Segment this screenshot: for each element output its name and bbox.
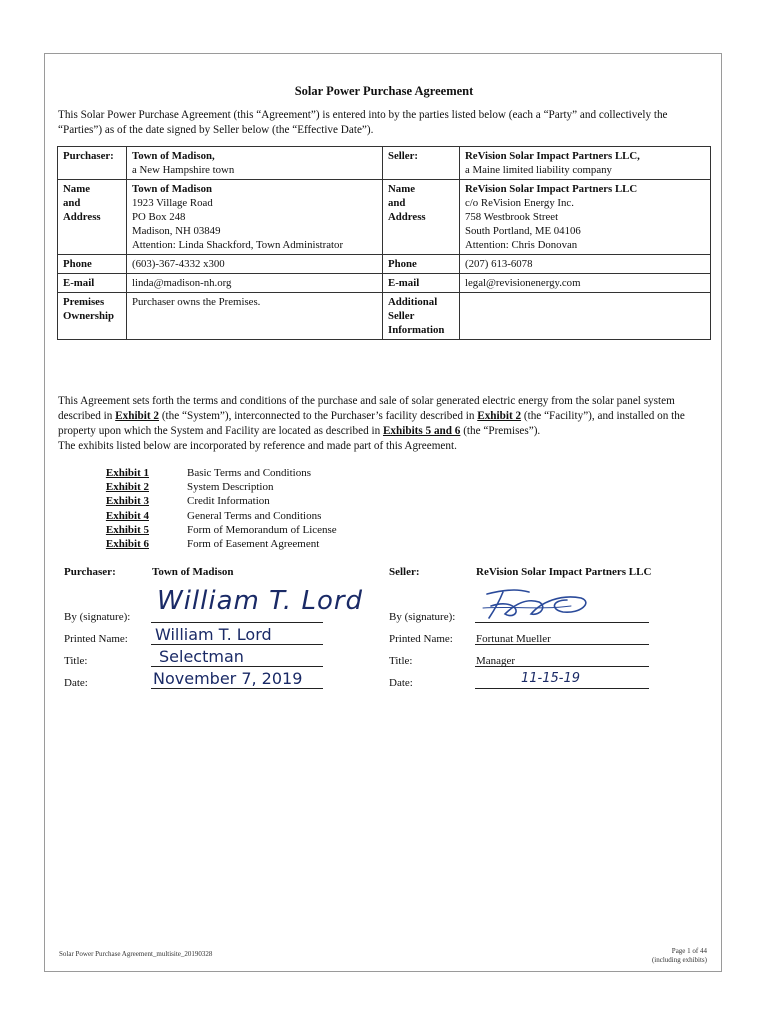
purchaser-address-line: 1923 Village Road <box>132 197 213 209</box>
by-signature-label: By (signature): <box>389 611 456 623</box>
exhibit-id[interactable]: Exhibit 3 <box>105 495 149 507</box>
exhibit-desc: Credit Information <box>187 495 270 507</box>
date-label: Date: <box>389 677 413 689</box>
exhibit-link[interactable]: Exhibit 2 <box>115 410 160 422</box>
name-address-label: and <box>388 197 406 209</box>
name-address-label: Address <box>63 211 101 223</box>
footer-filename: Solar Power Purchase Agreement_multisite_20190328 <box>59 950 213 958</box>
purchaser-address-line: Madison, NH 03849 <box>132 225 221 237</box>
address-row <box>58 180 711 255</box>
premises-row <box>58 293 711 340</box>
seller-desc: a Maine limited liability company <box>465 164 612 176</box>
phone-row <box>58 255 711 274</box>
exhibit-link[interactable]: Exhibits 5 and 6 <box>382 425 461 437</box>
parties-table <box>57 146 711 340</box>
footer-page-number: Page 1 of 44 <box>671 947 707 955</box>
exhibit-desc: General Terms and Conditions <box>187 510 322 522</box>
phone-label: Phone <box>383 255 460 274</box>
exhibit-desc: Basic Terms and Conditions <box>187 467 311 479</box>
printed-name-line <box>151 644 323 645</box>
seller-address-line: South Portland, ME 04106 <box>465 225 581 237</box>
exhibit-id[interactable]: Exhibit 6 <box>105 538 149 550</box>
seller-email: legal@revisionenergy.com <box>460 274 711 293</box>
name-address-label: and <box>63 197 81 209</box>
additional-label: Seller <box>388 310 415 322</box>
purchaser-email: linda@madison-nh.org <box>127 274 383 293</box>
intro-paragraph: This Solar Power Purchase Agreement (this “Agreement”) is entered into by the parties listed below (each a “Party” and collectively the “Parties”) as of the date signed by Seller below (the “Effective Date”). <box>58 109 668 136</box>
sig-purchaser-name: Town of Madison <box>152 566 234 578</box>
title-label: Title: <box>389 655 413 667</box>
purchaser-label: Purchaser: <box>58 147 127 180</box>
name-address-label: Address <box>388 211 426 223</box>
exhibit-link[interactable]: Exhibit 2 <box>477 410 522 422</box>
additional-label: Additional <box>388 296 438 308</box>
exhibit-id[interactable]: Exhibit 4 <box>105 510 149 522</box>
seller-phone: (207) 613-6078 <box>460 255 711 274</box>
sig-seller-label: Seller: <box>389 566 420 578</box>
title-label: Title: <box>64 655 88 667</box>
printed-name-label: Printed Name: <box>389 633 453 645</box>
seller-address-line: Attention: Chris Donovan <box>465 239 578 251</box>
title-line <box>151 666 323 667</box>
purchaser-desc: a New Hampshire town <box>132 164 235 176</box>
purchaser-printed-name: William T. Lord <box>155 625 272 644</box>
name-address-label: Name <box>63 183 90 195</box>
purchaser-phone: (603)-367-4332 x300 <box>127 255 383 274</box>
terms-text: (the “Premises”). <box>460 425 541 437</box>
terms-text: (the “Facility”), and installed on the property upon which the System and Facility are located as described in <box>58 410 685 437</box>
printed-name-label: Printed Name: <box>64 633 128 645</box>
purchaser-date: November 7, 2019 <box>153 669 303 688</box>
purchaser-address-line: PO Box 248 <box>132 211 186 223</box>
sig-seller-name: ReVision Solar Impact Partners LLC <box>476 566 652 578</box>
purchaser-address-line: Attention: Linda Shackford, Town Administrator <box>132 239 344 251</box>
party-header-row <box>58 147 711 180</box>
seller-address-line: 758 Westbrook Street <box>465 211 559 223</box>
seller-address-line: ReVision Solar Impact Partners LLC <box>465 183 638 195</box>
footer-page-note: (including exhibits) <box>651 956 707 964</box>
email-label: E-mail <box>383 274 460 293</box>
exhibit-id[interactable]: Exhibit 5 <box>105 524 149 536</box>
by-signature-label: By (signature): <box>64 611 131 623</box>
email-label: E-mail <box>58 274 127 293</box>
additional-label: Information <box>388 324 445 336</box>
seller-name: ReVision Solar Impact Partners LLC, <box>465 150 640 162</box>
purchaser-title: Selectman <box>159 647 244 666</box>
seller-printed-name: Fortunat Mueller <box>476 633 551 645</box>
seller-address-line: c/o ReVision Energy Inc. <box>465 197 574 209</box>
seller-title: Manager <box>476 655 516 667</box>
purchaser-signature: William T. Lord <box>157 586 364 616</box>
purchaser-name: Town of Madison, <box>132 150 215 162</box>
terms-text: This Agreement sets forth the terms and conditions of the purchase and sale of solar generated electric energy from the solar panel system described in <box>58 395 675 422</box>
additional-value <box>460 293 711 340</box>
premises-value: Purchaser owns the Premises. <box>127 293 383 340</box>
terms-text: (the “System”), interconnected to the Purchaser’s facility described in <box>159 410 478 422</box>
terms-paragraph <box>58 394 710 454</box>
seller-date: 11-15-19 <box>521 671 581 686</box>
seller-signature <box>481 584 601 624</box>
premises-label: Ownership <box>63 310 114 322</box>
name-address-label: Name <box>388 183 415 195</box>
premises-label: Premises <box>63 296 105 308</box>
exhibit-desc: Form of Easement Agreement <box>187 538 320 550</box>
terms-text: The exhibits listed below are incorporated by reference and made part of this Agreement. <box>58 440 457 452</box>
exhibit-id[interactable]: Exhibit 2 <box>105 481 149 493</box>
purchaser-address-line: Town of Madison <box>132 183 213 195</box>
exhibit-desc: System Description <box>187 481 274 493</box>
exhibit-id[interactable]: Exhibit 1 <box>105 467 149 479</box>
document-title: Solar Power Purchase Agreement <box>294 84 474 98</box>
date-line <box>151 688 323 689</box>
signature-line <box>151 622 323 623</box>
seller-label: Seller: <box>383 147 460 180</box>
date-line <box>475 688 649 689</box>
exhibit-desc: Form of Memorandum of License <box>187 524 337 536</box>
document-page <box>44 53 722 972</box>
email-row <box>58 274 711 293</box>
date-label: Date: <box>64 677 88 689</box>
phone-label: Phone <box>58 255 127 274</box>
sig-purchaser-label: Purchaser: <box>64 566 116 578</box>
